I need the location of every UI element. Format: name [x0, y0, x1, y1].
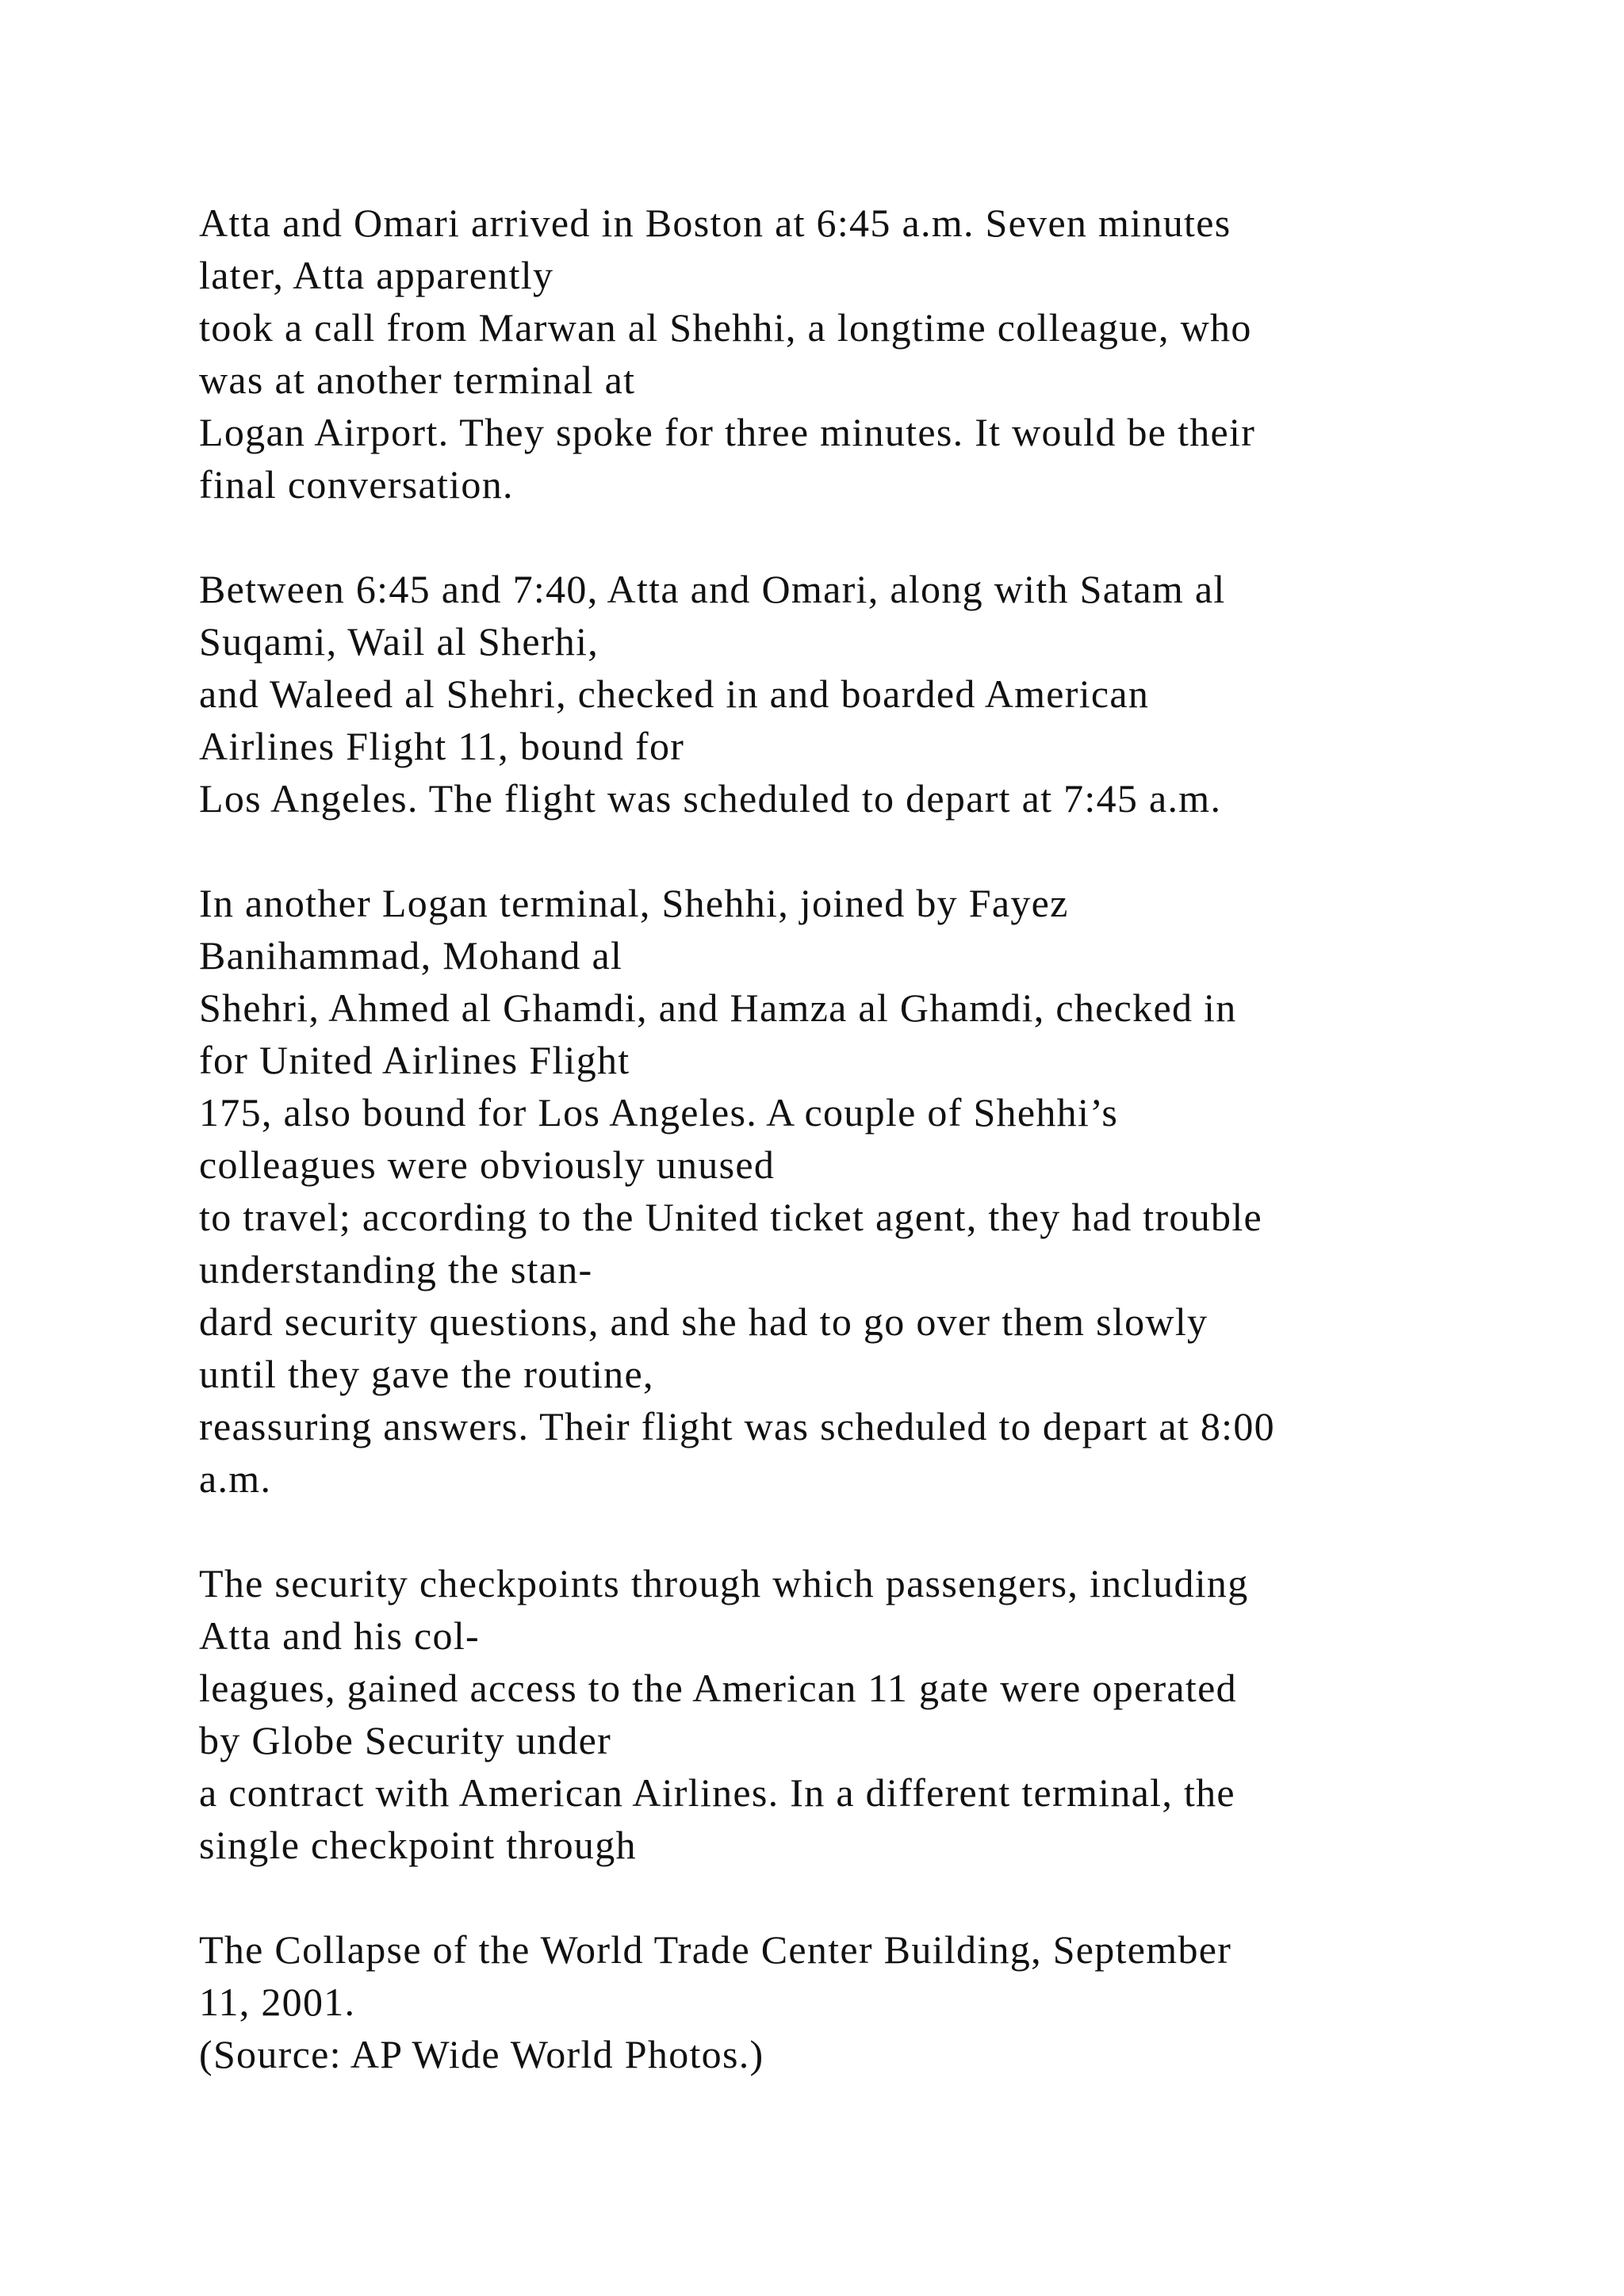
text-line: until they gave the routine, [199, 1352, 654, 1396]
text-line: for United Airlines Flight [199, 1038, 630, 1082]
text-line: Atta and Omari arrived in Boston at 6:45 a.m. Seven minutes [199, 201, 1231, 245]
text-line: Banihammad, Mohand al [199, 933, 623, 978]
text-line: Shehri, Ahmed al Ghamdi, and Hamza al Ghamdi, checked in [199, 985, 1237, 1030]
text-line: final conversation. [199, 462, 514, 507]
text-line: Atta and his col- [199, 1613, 480, 1658]
document-body [199, 197, 1507, 2133]
paragraph-boston-arrival [199, 197, 1507, 511]
paragraph-security-checkpoints [199, 1557, 1507, 1871]
text-line: In another Logan terminal, Shehhi, joined by Fayez [199, 881, 1069, 925]
text-line: dard security questions, and she had to go over them slowly [199, 1299, 1208, 1344]
text-line: 11, 2001. [199, 1980, 356, 2024]
text-line: reassuring answers. Their flight was scheduled to depart at 8:00 [199, 1404, 1275, 1448]
text-line: understanding the stan- [199, 1247, 593, 1292]
text-line: took a call from Marwan al Shehhi, a longtime colleague, who [199, 305, 1252, 350]
text-line: The Collapse of the World Trade Center Building, September [199, 1927, 1232, 1972]
photo-caption [199, 1923, 1507, 2080]
text-line: a contract with American Airlines. In a different terminal, the [199, 1770, 1235, 1815]
text-line: later, Atta apparently [199, 253, 554, 297]
text-line: single checkpoint through [199, 1823, 637, 1867]
text-line: (Source: AP Wide World Photos.) [199, 2032, 764, 2076]
text-line: Between 6:45 and 7:40, Atta and Omari, along with Satam al [199, 567, 1226, 611]
text-line: was at another terminal at [199, 358, 636, 402]
paragraph-flight-175 [199, 877, 1507, 1505]
text-line: a.m. [199, 1456, 272, 1501]
text-line: 175, also bound for Los Angeles. A couple of Shehhi’s [199, 1090, 1119, 1135]
text-line: by Globe Security under [199, 1718, 612, 1762]
text-line: and Waleed al Shehri, checked in and boarded American [199, 672, 1150, 716]
text-line: colleagues were obviously unused [199, 1142, 776, 1187]
text-line: Logan Airport. They spoke for three minutes. It would be their [199, 410, 1256, 454]
paragraph-flight-11 [199, 563, 1507, 825]
text-line: Suqami, Wail al Sherhi, [199, 619, 599, 664]
text-line: The security checkpoints through which passengers, including [199, 1561, 1249, 1605]
text-line: to travel; according to the United ticket agent, they had trouble [199, 1195, 1263, 1239]
text-line: leagues, gained access to the American 11 gate were operated [199, 1666, 1237, 1710]
text-line: Airlines Flight 11, bound for [199, 724, 685, 768]
text-line: Los Angeles. The flight was scheduled to depart at 7:45 a.m. [199, 776, 1222, 821]
